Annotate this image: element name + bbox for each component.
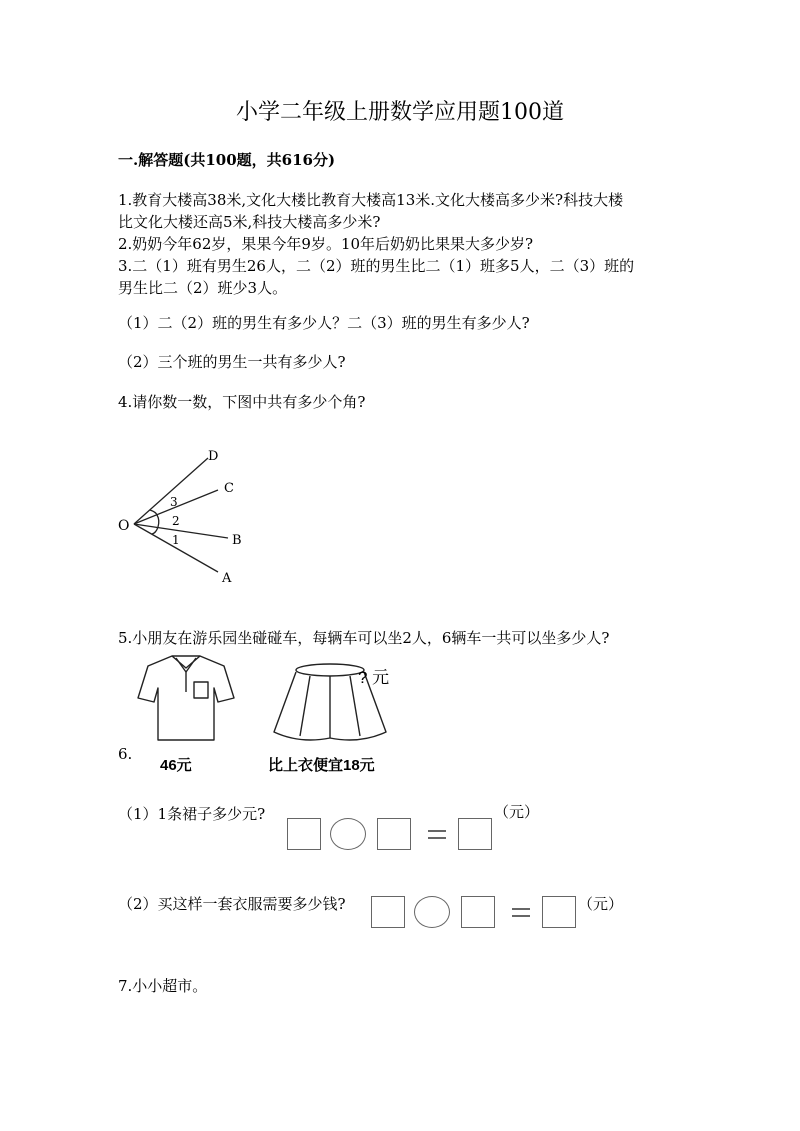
angle-arc-3	[150, 510, 157, 515]
ray-a	[134, 524, 218, 572]
unit-label-2: （元）	[578, 895, 624, 913]
question-3-sub-2: （2）三个班的男生一共有多少人?	[118, 353, 346, 371]
answer-box-3[interactable]	[458, 818, 492, 850]
operator-circle-1[interactable]	[330, 818, 366, 850]
answer-box-6[interactable]	[542, 896, 576, 928]
question-5-text: 5.小朋友在游乐园坐碰碰车，每辆车可以坐2人，6辆车一共可以坐多少人?	[118, 629, 610, 647]
ray-d	[134, 458, 208, 524]
point-a-label: A	[222, 571, 232, 586]
answer-box-5[interactable]	[461, 896, 495, 928]
shirt-image	[136, 652, 236, 744]
point-c-label: C	[224, 481, 234, 496]
angle-arc-1	[152, 527, 158, 534]
question-4-text: 4.请你数一数，下图中共有多少个角?	[118, 393, 366, 411]
section-heading: 一.解答题(共100题，共616分)	[118, 151, 336, 169]
answer-box-2[interactable]	[377, 818, 411, 850]
angle-label-3: 3	[170, 495, 178, 509]
angle-label-1: 1	[172, 533, 180, 547]
skirt-price-label: ? 元	[358, 668, 390, 687]
equals-sign-2	[512, 908, 530, 917]
angle-figure	[110, 440, 260, 590]
operator-circle-2[interactable]	[414, 896, 450, 928]
ray-b	[134, 524, 228, 538]
point-o-label: O	[118, 518, 130, 534]
equals-sign-1	[428, 830, 446, 839]
point-d-label: D	[208, 449, 219, 464]
question-6-number: 6.	[118, 745, 133, 763]
question-3-line-1: 3.二（1）班有男生26人，二（2）班的男生比二（1）班多5人，二（3）班的	[118, 257, 635, 275]
question-7-text: 7.小小超市。	[118, 977, 208, 995]
question-6-sub-2: （2）买这样一套衣服需要多少钱?	[118, 895, 346, 913]
unit-label-1: （元）	[494, 803, 540, 821]
angle-label-2: 2	[172, 514, 180, 528]
question-3-line-2: 男生比二（2）班少3人。	[118, 279, 288, 297]
point-b-label: B	[232, 533, 242, 548]
page-title: 小学二年级上册数学应用题100道	[236, 100, 564, 125]
question-6-sub-1: （1）1条裙子多少元?	[118, 805, 266, 823]
question-1-line-1: 1.教育大楼高38米,文化大楼比教育大楼高13米.文化大楼高多少米?科技大楼	[118, 191, 624, 209]
shirt-price-label: 46元	[160, 757, 192, 774]
question-2-text: 2.奶奶今年62岁，果果今年9岁。10年后奶奶比果果大多少岁?	[118, 235, 534, 253]
question-1-line-2: 比文化大楼还高5米,科技大楼高多少米?	[118, 213, 381, 231]
skirt-caption: 比上衣便宜18元	[268, 757, 375, 774]
angle-arc-2	[157, 515, 159, 527]
answer-box-1[interactable]	[287, 818, 321, 850]
answer-box-4[interactable]	[371, 896, 405, 928]
question-3-sub-1: （1）二（2）班的男生有多少人？二（3）班的男生有多少人?	[118, 314, 530, 332]
